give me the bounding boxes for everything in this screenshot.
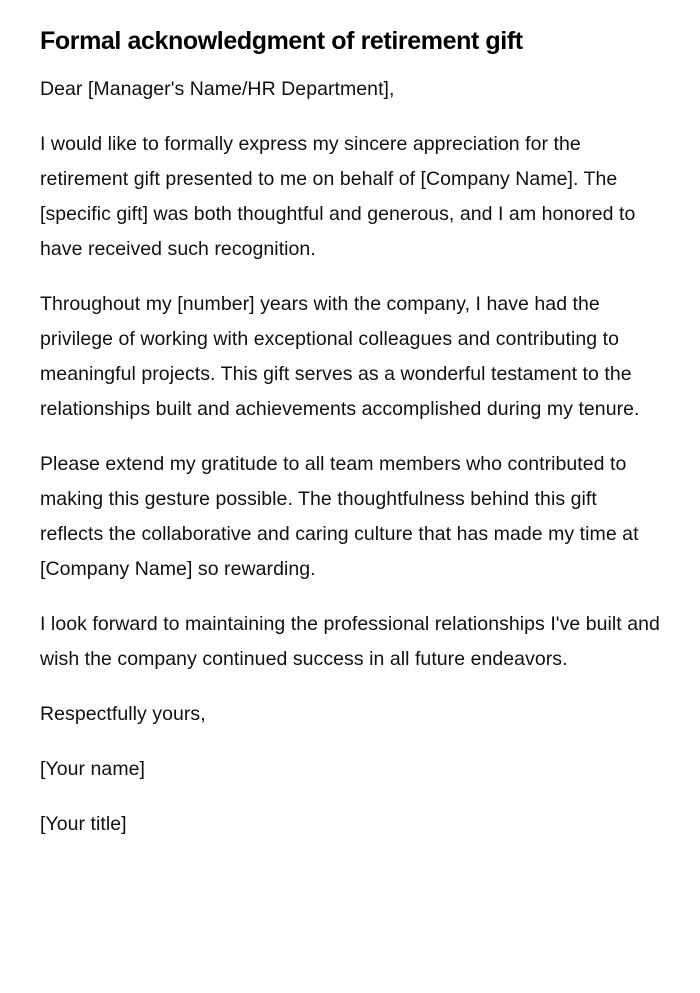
- body-paragraph-gratitude: Please extend my gratitude to all team members who contributed to making this gesture possible. The thoughtfulness behind this gift reflects the collaborative and caring culture that has made my time at [Company Name] so rewarding.: [40, 453, 639, 580]
- document-title: Formal acknowledgment of retirement gift: [40, 27, 523, 55]
- salutation: Dear [Manager's Name/HR Department],: [40, 78, 395, 100]
- body-paragraph-tenure: Throughout my [number] years with the company, I have had the privilege of working with exceptional colleagues and contributing to meaningful projects. This gift serves as a wonderful testament to the relationships built and achievements accomplished during my tenure.: [40, 293, 640, 420]
- signature-title: [Your title]: [40, 813, 127, 835]
- body-paragraph-appreciation: I would like to formally express my sincere appreciation for the retirement gift presented to me on behalf of [Company Name]. The [specific gift] was both thoughtful and generous, and I am honored to have received such recognition.: [40, 133, 636, 260]
- body-paragraph-future: I look forward to maintaining the professional relationships I've built and wish the company continued success in all future endeavors.: [40, 613, 660, 670]
- signature-name: [Your name]: [40, 758, 145, 780]
- closing: Respectfully yours,: [40, 703, 206, 725]
